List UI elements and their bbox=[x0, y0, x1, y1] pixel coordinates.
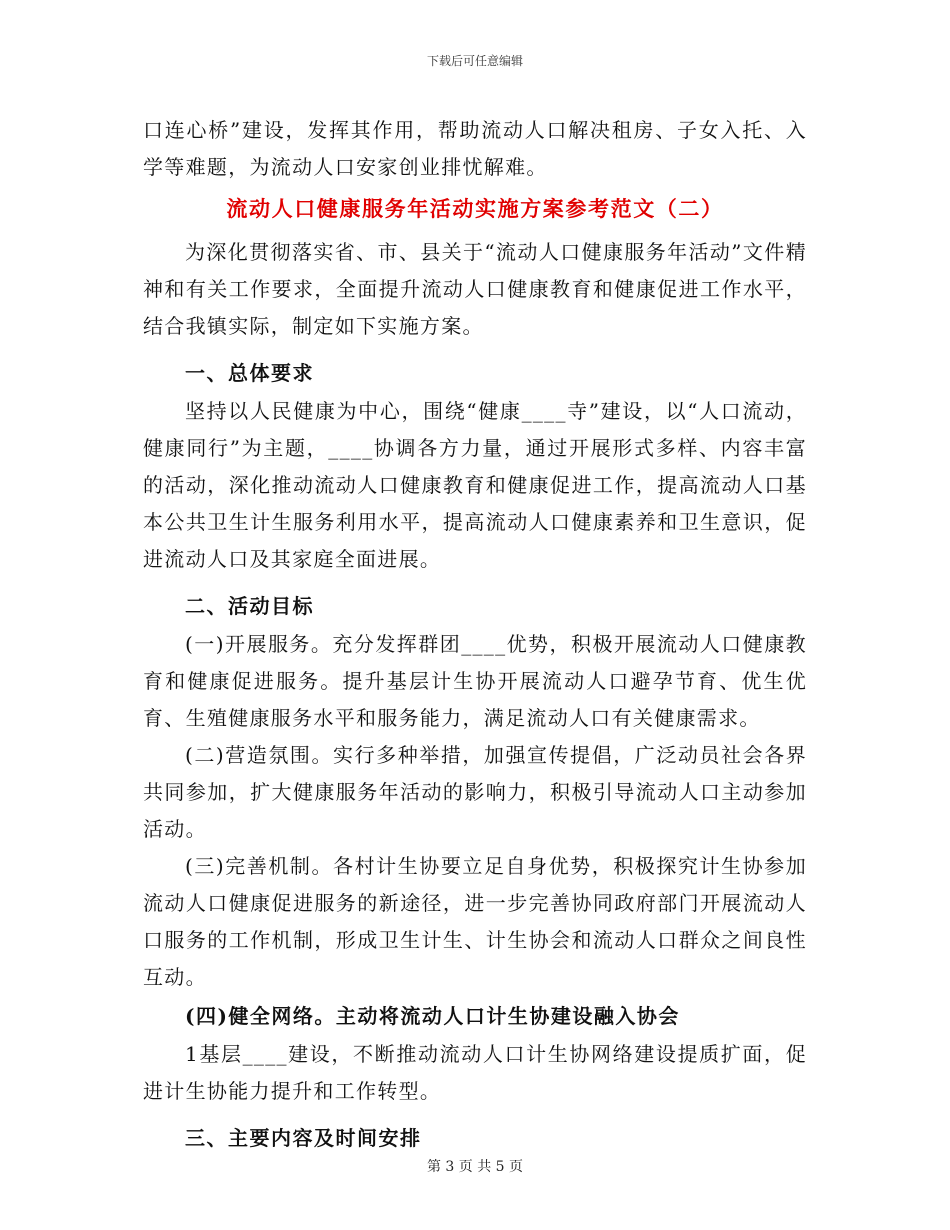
goal-paragraph-4: 1基层____建设，不断推动流动人口计生协网络建设提质扩面，促进计生协能力提升和工作转型。 bbox=[143, 1042, 807, 1103]
goal-heading-4: (四)健全网络。主动将流动人口计生协建设融入协会 bbox=[185, 1004, 680, 1028]
goal-paragraph-3: (三)完善机制。各村计生协要立足自身优势，积极探究计生协参加流动人口健康促进服务的新途径，进一步完善协同政府部门开展流动人口服务的工作机制，形成卫生计生、计生协会和流动人口群众之间良性互动。 bbox=[143, 854, 807, 989]
section-heading-main-content: 三、主要内容及时间安排 bbox=[185, 1126, 422, 1150]
intro-paragraph: 为深化贯彻落实省、市、县关于“流动人口健康服务年活动”文件精神和有关工作要求，全面提升流动人口健康教育和健康促进工作水平，结合我镇实际，制定如下实施方案。 bbox=[143, 240, 807, 338]
document-title: 流动人口健康服务年活动实施方案参考范文（二） bbox=[226, 196, 724, 221]
goal-paragraph-1: (一)开展服务。充分发挥群团____优势，积极开展流动人口健康教育和健康促进服务。提升基层计生协开展流动人口避孕节育、优生优育、生殖健康服务水平和服务能力，满足流动人口有关健康需求。 bbox=[143, 632, 807, 730]
overall-requirements-paragraph: 坚持以人民健康为中心，围绕“健康____寺”建设，以“人口流动，健康同行”为主题，____协调各方力量，通过开展形式多样、内容丰富的活动，深化推动流动人口健康教育和健康促进工作，提高流动人口基本公共卫生计生服务利用水平，提高流动人口健康素养和卫生意识，促进流动人口及其家庭全面进展。 bbox=[143, 399, 807, 571]
page-number-indicator: 第 3 页 共 5 页 bbox=[426, 1159, 524, 1175]
document-body bbox=[143, 112, 807, 1158]
page-header-note: 下载后可任意编辑 bbox=[426, 54, 523, 68]
continuation-paragraph: 口连心桥”建设，发挥其作用，帮助流动人口解决租房、子女入托、入学等难题，为流动人口安家创业排忧解难。 bbox=[143, 118, 807, 179]
section-heading-overall-requirements: 一、总体要求 bbox=[185, 361, 314, 385]
section-heading-activity-goals: 二、活动目标 bbox=[185, 594, 314, 618]
goal-paragraph-2: (二)营造氛围。实行多种举措，加强宣传提倡，广泛动员社会各界共同参加，扩大健康服务年活动的影响力，积极引导流动人口主动参加活动。 bbox=[143, 743, 807, 841]
